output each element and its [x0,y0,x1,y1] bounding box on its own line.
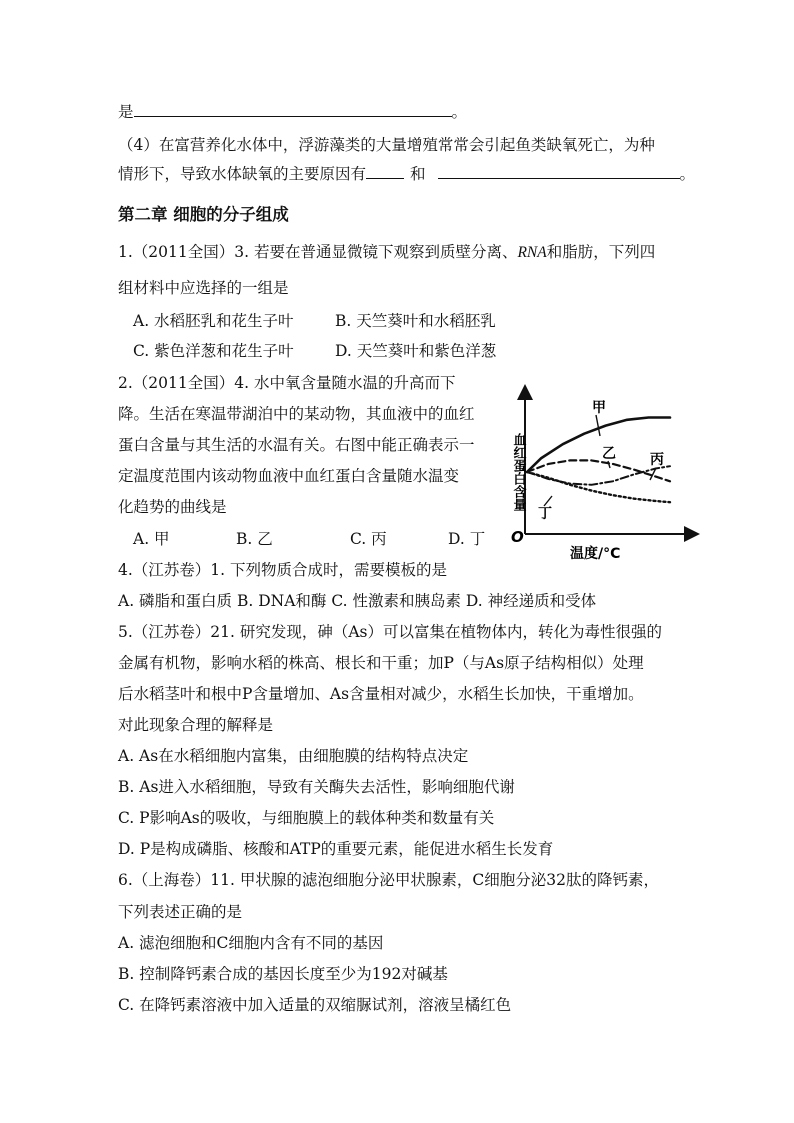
q4-line-2: A. 磷脂和蛋白质 B. DNA和酶 C. 性激素和胰岛素 D. 神经递质和受体 [118,592,597,610]
q2-option-b: B. 乙 [236,530,273,548]
q6-option-c: C. 在降钙素溶液中加入适量的双缩脲试剂，溶液呈橘红色 [118,996,512,1014]
prev-question-line-3 [118,164,695,184]
series-label-1: 甲 [592,400,606,416]
text: 。 [451,103,468,121]
q5-line-3: 后水稻茎叶和根中P含量增加、As含量相对减少，水稻生长加快，干重增加。 [118,685,644,703]
q2-line-4: 定温度范围内该动物血液中血红蛋白含量随水温变 [118,467,460,485]
answer-blank [366,164,404,179]
q2-option-c: C. 丙 [350,530,387,548]
text: 是 [118,103,134,121]
q1-option-b: B. 天竺葵叶和水稻胚乳 [335,312,496,330]
q2-option-a: A. 甲 [133,530,170,548]
text: 情形下，导致水体缺氧的主要原因有 [118,165,367,183]
prev-question-line-2: （4）在富营养化水体中，浮游藻类的大量增殖常常会引起鱼类缺氧死亡，为种 [118,136,655,154]
q5-option-d: D. P是构成磷脂、核酸和ATP的重要元素，能促进水稻生长发育 [118,840,554,858]
q1-option-d: D. 天竺葵叶和紫色洋葱 [335,342,497,360]
q1-line-2: 组材料中应选择的一组是 [118,279,289,297]
q6-option-b: B. 控制降钙素合成的基因长度至少为192对碱基 [118,965,448,983]
rna-text: RNA [517,244,547,261]
q2-line-1: 2.（2011全国）4. 水中氧含量随水温的升高而下 [118,374,456,392]
chapter-heading: 第二章 细胞的分子组成 [118,205,289,224]
x-axis-label: 温度/°C [570,546,621,562]
y-axis-label: 血红蛋白含量 [510,433,526,511]
series-line-3 [527,466,670,485]
hemoglobin-temperature-chart [500,384,700,562]
q5-option-c: C. P影响As的吸收，与细胞膜上的载体种类和数量有关 [118,809,495,827]
q1-option-a: A. 水稻胚乳和花生子叶 [133,312,294,330]
q2-option-d: D. 丁 [448,530,486,548]
q4-line-1: 4.（江苏卷）1. 下列物质合成时，需要模板的是 [118,561,448,579]
q5-option-b: B. As进入水稻细胞，导致有关酶失去活性，影响细胞代谢 [118,778,515,796]
answer-blank [438,164,680,179]
series-label-3: 丙 [650,452,664,468]
text: 1.（2011全国）3. 若要在普通显微镜下观察到质壁分离、 [118,243,518,261]
q5-line-1: 5.（江苏卷）21. 研究发现，砷（As）可以富集在植物体内，转化为毒性很强的 [118,623,663,641]
series-label-4: 丁 [538,506,552,522]
series-layer [527,400,670,522]
q5-line-4: 对此现象合理的解释是 [118,716,274,734]
q1-option-c: C. 紫色洋葱和花生子叶 [133,342,294,360]
series-label-2: 乙 [602,446,616,462]
q1-line-1 [118,242,655,263]
q6-option-a: A. 滤泡细胞和C细胞内含有不同的基因 [118,934,384,952]
q2-line-2: 降。生活在寒温带湖泊中的某动物，其血液中的血红 [118,405,475,423]
text: 。 [679,165,696,183]
origin-label: O [511,528,524,546]
q5-option-a: A. As在水稻细胞内富集，由细胞膜的结构特点决定 [118,747,469,765]
series-line-4 [527,472,670,502]
text: 和脂肪，下列四 [546,243,656,261]
prev-question-line-1 [118,102,467,122]
series-label-leader-1 [596,415,600,436]
answer-blank [134,102,452,117]
q6-line-1: 6.（上海卷）11. 甲状腺的滤泡细胞分泌甲状腺素，C细胞分泌32肽的降钙素， [118,871,659,889]
text: 和 [410,165,426,183]
series-label-leader-4 [544,496,552,506]
q2-line-3: 蛋白含量与其生活的水温有关。右图中能正确表示一 [118,436,475,454]
q6-line-2: 下列表述正确的是 [118,903,243,921]
q5-line-2: 金属有机物，影响水稻的株高、根长和干重；加P（与As原子结构相似）处理 [118,654,644,672]
q2-line-5: 化趋势的曲线是 [118,498,227,516]
series-label-leader-2 [608,461,610,468]
